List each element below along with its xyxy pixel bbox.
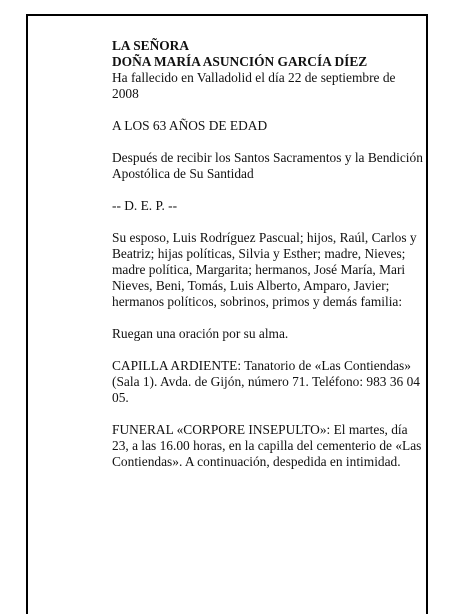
chapel-info: CAPILLA ARDIENTE: Tanatorio de «Las Contiendas» (Sala 1). Avda. de Gijón, número 71. Teléfono: 983 36 04 05.: [112, 358, 420, 405]
age-line: A LOS 63 AÑOS DE EDAD: [112, 118, 268, 133]
deceased-name: DOÑA MARÍA ASUNCIÓN GARCÍA DÍEZ: [112, 54, 368, 69]
rip-line: -- D. E. P. --: [112, 198, 178, 213]
funeral-info: FUNERAL «CORPORE INSEPULTO»: El martes, día 23, a las 16.00 horas, en la capilla del cementerio de «Las Contiendas». A continuación, despedida en intimidad.: [112, 422, 422, 469]
death-info: Ha fallecido en Valladolid el día 22 de septiembre de 2008: [112, 70, 396, 101]
prayer-request: Ruegan una oración por su alma.: [112, 326, 289, 341]
obituary-notice: [112, 38, 424, 486]
notice-title-line1: LA SEÑORA: [112, 38, 190, 53]
family-list: Su esposo, Luis Rodríguez Pascual; hijos, Raúl, Carlos y Beatriz; hijas políticas, Silvia y Esther; madre, Nieves; madre política, Margarita; hermanos, José María, Mari Nieves, Beni, Tomás, Luis Alberto, Amparo, Javier; hermanos políticos, sobrinos, primos y demás familia:: [112, 230, 417, 309]
sacraments-line: Después de recibir los Santos Sacramentos y la Bendición Apostólica de Su Santidad: [112, 150, 423, 181]
